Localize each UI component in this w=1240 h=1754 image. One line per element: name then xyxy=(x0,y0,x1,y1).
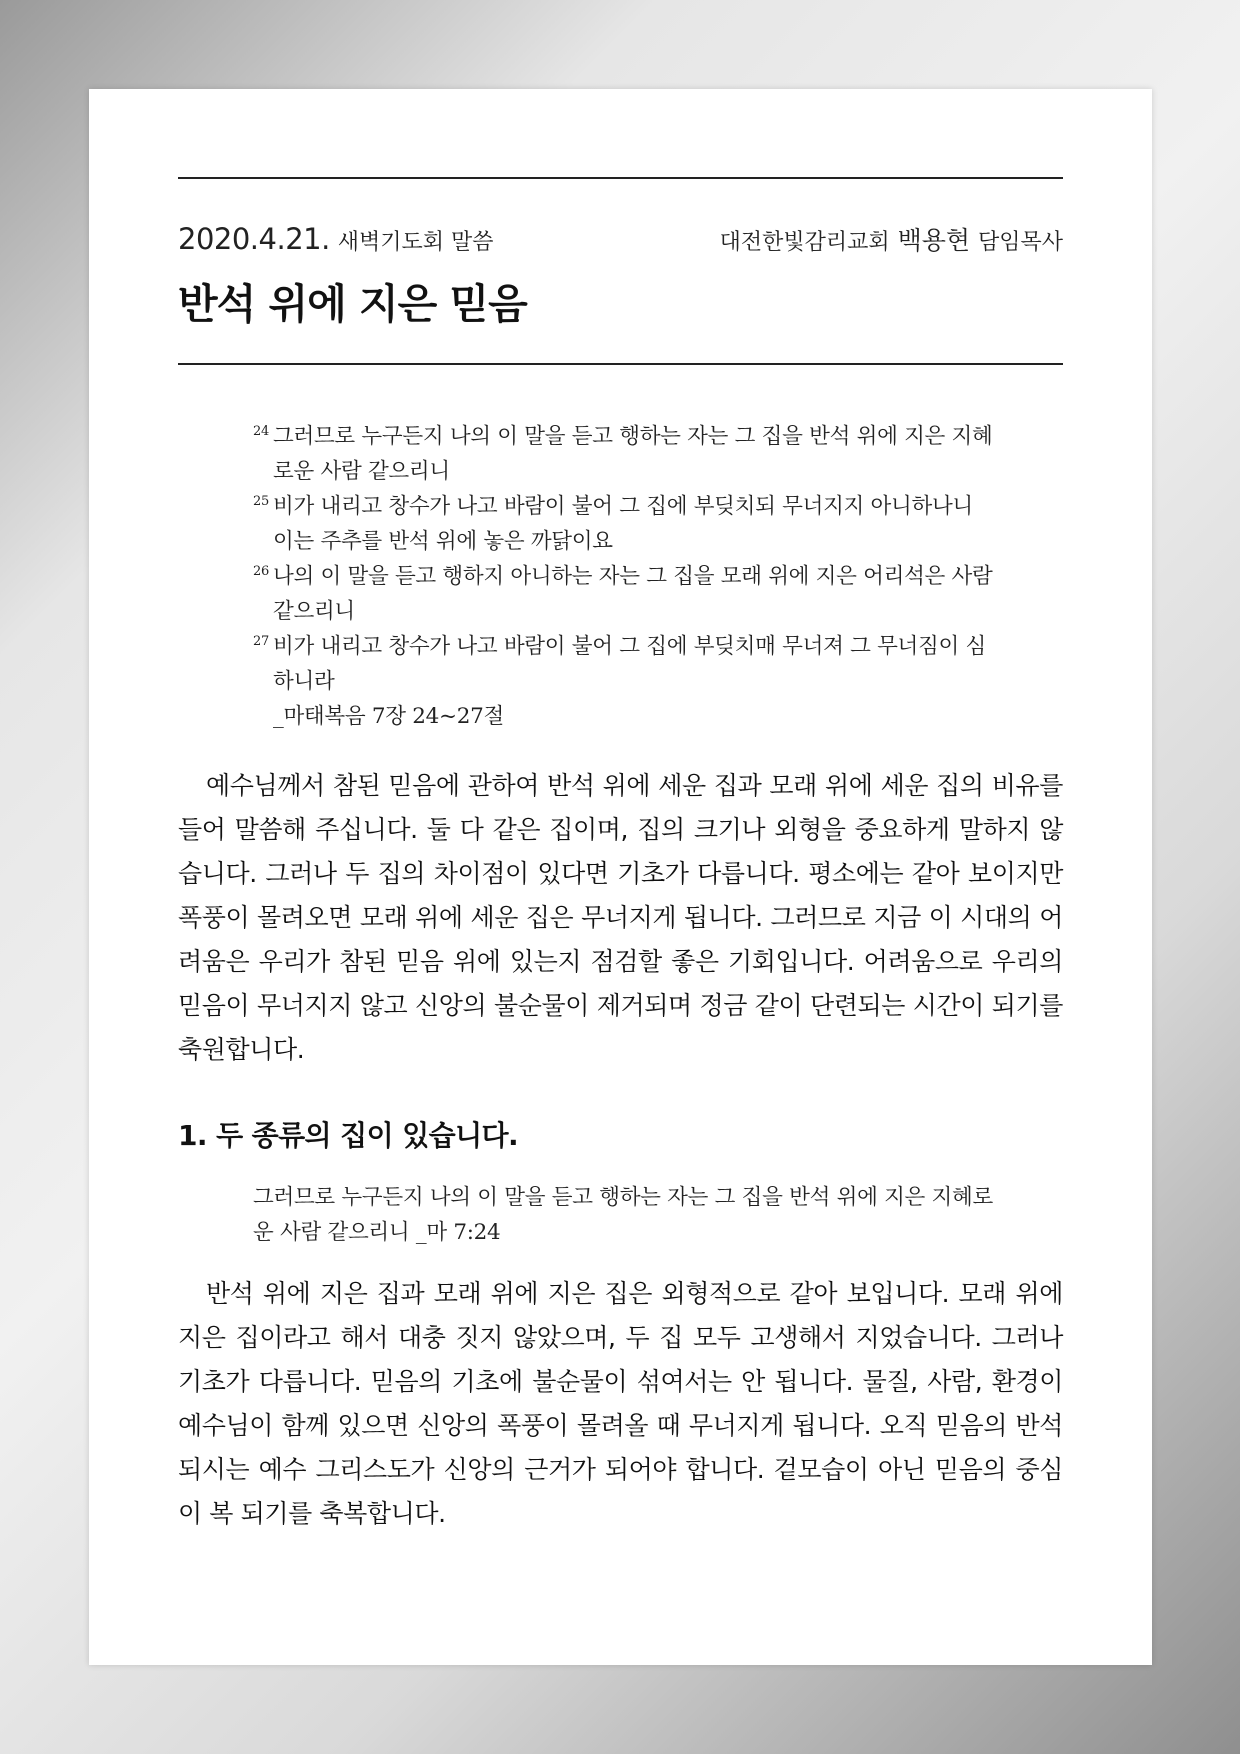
page-title: 반석 위에 지은 믿음 xyxy=(178,280,527,328)
document-page xyxy=(89,89,1152,1665)
verse-number: 27 xyxy=(253,634,269,649)
verse-25 xyxy=(253,489,993,559)
title-rule xyxy=(178,363,1063,365)
pastor-role: 담임목사 xyxy=(977,230,1063,255)
top-rule xyxy=(178,177,1063,179)
verse-27 xyxy=(253,629,993,699)
sermon-author xyxy=(720,221,1063,257)
section-paragraph: 반석 위에 지은 집과 모래 위에 지은 집은 외형적으로 같아 보입니다. 모래 위에 지은 집이라고 해서 대충 짓지 않았으며, 두 집 모두 고생해서 지었습니다. 그러나 기초가 다릅니다. 믿음의 기초에 불순물이 섞여서는 안 됩니다. 물질, 사람, 환경이 예수님이 함께 있으면 신앙의 폭풍이 몰려올 때 무너지게 됩니다. 오직 믿음의 반석 되시는 예수 그리스도가 신앙의 근거가 되어야 합니다. 겉모습이 아닌 믿음의 중심이 복 되기를 축복합니다. xyxy=(178,1279,1063,1528)
verse-number: 24 xyxy=(253,424,269,439)
scripture-block xyxy=(253,419,993,734)
sermon-date-event xyxy=(178,222,494,256)
verse-text: 나의 이 말을 듣고 행하지 아니하는 자는 그 집을 모래 위에 지은 어리석은 사람 같으리니 xyxy=(273,564,993,624)
section-quote: 그러므로 누구든지 나의 이 말을 듣고 행하는 자는 그 집을 반석 위에 지은 지혜로운 사람 같으리니 _마 7:24 xyxy=(253,1185,993,1245)
verse-text: 비가 내리고 창수가 나고 바람이 불어 그 집에 부딪치매 무너져 그 무너짐이 심하니라 xyxy=(273,634,986,694)
verse-26 xyxy=(253,559,993,629)
section-heading-1: 1. 두 종류의 집이 있습니다. xyxy=(178,1119,519,1152)
verse-24 xyxy=(253,419,993,489)
sermon-meta xyxy=(178,221,1063,255)
verse-number: 26 xyxy=(253,564,269,579)
sermon-date: 2020.4.21. xyxy=(178,222,330,256)
church-name: 대전한빛감리교회 xyxy=(719,230,890,255)
verse-number: 25 xyxy=(253,494,269,509)
sermon-event: 새벽기도회 말씀 xyxy=(337,230,494,255)
pastor-name: 백용현 xyxy=(897,226,971,255)
verse-text: 그러므로 누구든지 나의 이 말을 듣고 행하는 자는 그 집을 반석 위에 지은 지혜로운 사람 같으리니 xyxy=(273,424,993,484)
scripture-source: _마태복음 7장 24~27절 xyxy=(273,704,504,729)
verse-text: 비가 내리고 창수가 나고 바람이 불어 그 집에 부딪치되 무너지지 아니하나니 이는 주추를 반석 위에 놓은 까닭이요 xyxy=(273,494,973,554)
intro-paragraph: 예수님께서 참된 믿음에 관하여 반석 위에 세운 집과 모래 위에 세운 집의 비유를 들어 말씀해 주십니다. 둘 다 같은 집이며, 집의 크기나 외형을 중요하게 말하지 않습니다. 그러나 두 집의 차이점이 있다면 기초가 다릅니다. 평소에는 같아 보이지만 폭풍이 몰려오면 모래 위에 세운 집은 무너지게 됩니다. 그러므로 지금 이 시대의 어려움은 우리가 참된 믿음 위에 있는지 점검할 좋은 기회입니다. 어려움으로 우리의 믿음이 무너지지 않고 신앙의 불순물이 제거되며 정금 같이 단련되는 시간이 되기를 축원합니다. xyxy=(178,771,1063,1064)
page-content xyxy=(178,177,1063,1536)
